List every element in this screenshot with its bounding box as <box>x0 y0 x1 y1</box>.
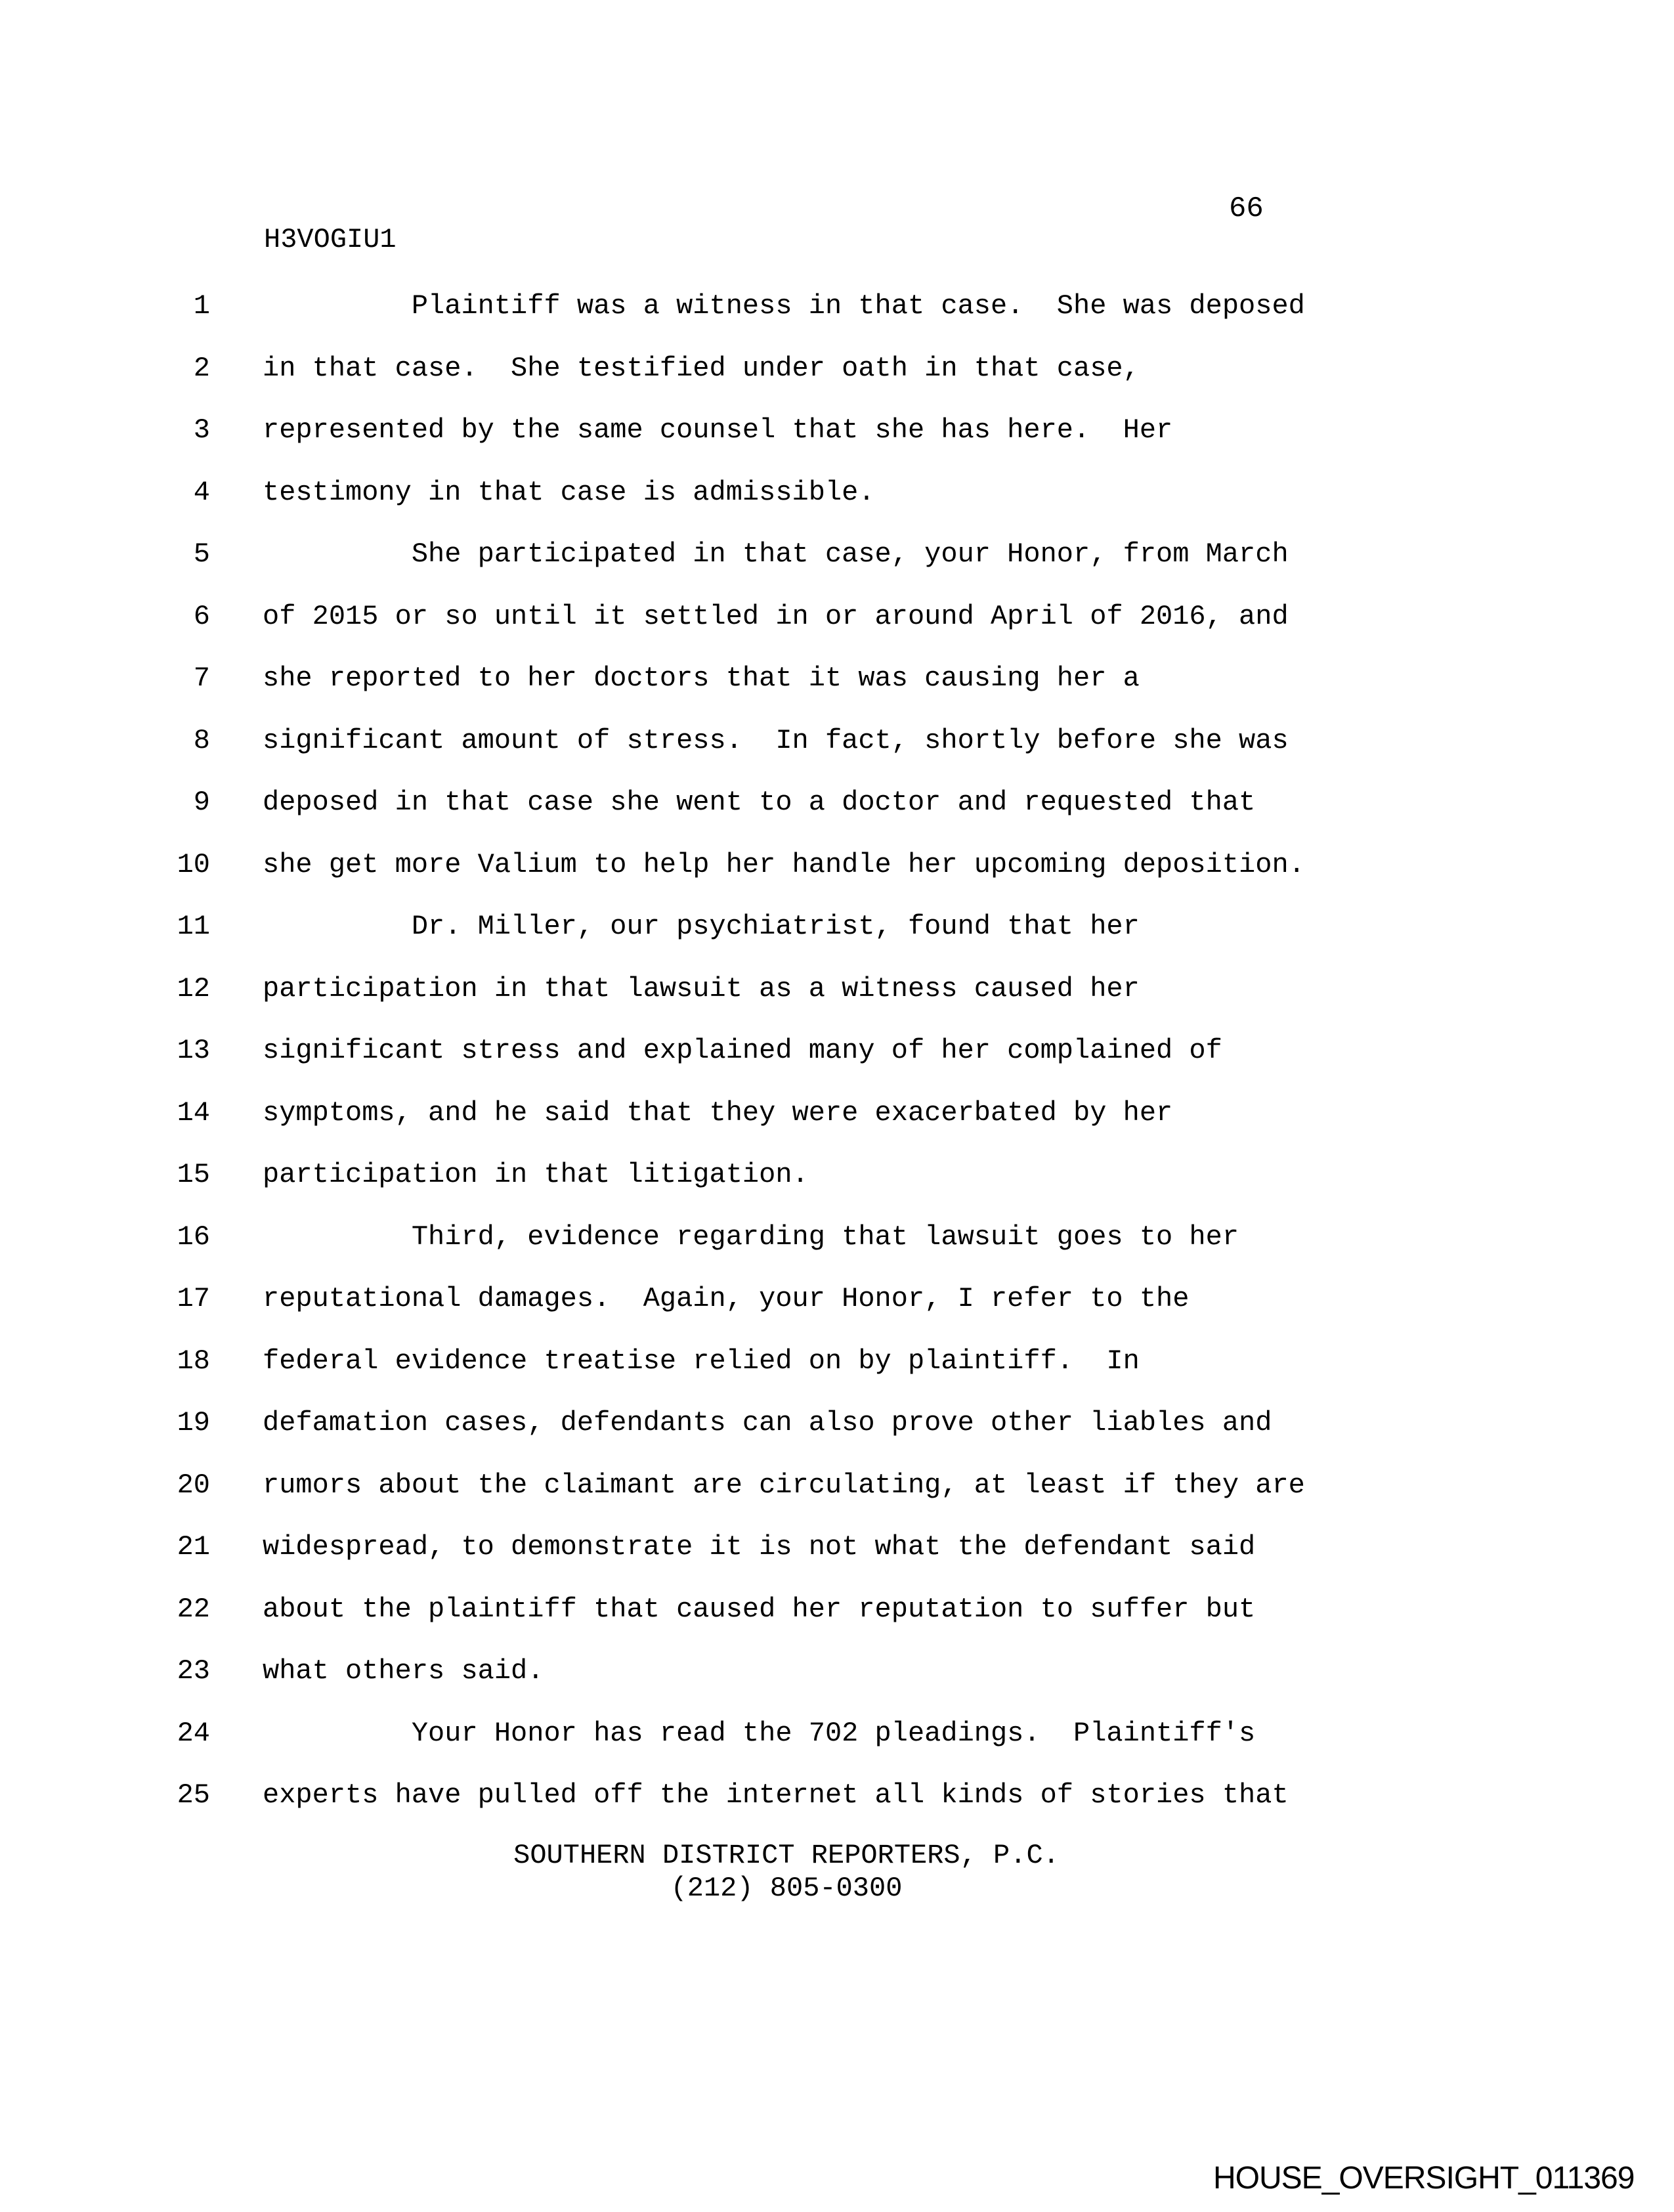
line-text: she get more Valium to help her handle her upcoming deposition. <box>263 848 1305 880</box>
transcript-line <box>0 1206 1674 1269</box>
line-number: 15 <box>177 1159 210 1190</box>
line-text: She participated in that case, your Honor, from March <box>263 538 1289 570</box>
line-number: 24 <box>177 1717 210 1749</box>
transcript-line <box>0 958 1674 1020</box>
transcript-line <box>0 1702 1674 1765</box>
line-number: 1 <box>193 290 210 322</box>
line-text: she reported to her doctors that it was causing her a <box>263 662 1140 694</box>
line-number: 17 <box>177 1283 210 1314</box>
transcript-line <box>0 1516 1674 1578</box>
line-text: Your Honor has read the 702 pleadings. Plaintiff's <box>263 1717 1256 1749</box>
line-text: reputational damages. Again, your Honor, I refer to the <box>263 1283 1190 1314</box>
line-text: widespread, to demonstrate it is not what the defendant said <box>263 1531 1256 1563</box>
reporter-organization: SOUTHERN DISTRICT REPORTERS, P.C. <box>513 1840 1060 1871</box>
line-text: of 2015 or so until it settled in or around April of 2016, and <box>263 600 1289 632</box>
transcript-line <box>0 586 1674 648</box>
line-number: 19 <box>177 1407 210 1439</box>
line-number: 7 <box>193 662 210 694</box>
line-number: 25 <box>177 1779 210 1811</box>
transcript-line <box>0 1144 1674 1206</box>
reporter-footer <box>263 1839 1310 1905</box>
line-text: deposed in that case she went to a doctor and requested that <box>263 787 1256 818</box>
reporter-phone: (212) 805-0300 <box>670 1873 903 1904</box>
line-number: 11 <box>177 911 210 942</box>
transcript-line <box>0 462 1674 524</box>
line-text: in that case. She testified under oath in that case, <box>263 352 1140 384</box>
transcript-line <box>0 1578 1674 1641</box>
line-text: testimony in that case is admissible. <box>263 476 875 508</box>
line-number: 22 <box>177 1593 210 1625</box>
line-text: represented by the same counsel that she has here. Her <box>263 414 1173 446</box>
transcript-line <box>0 1330 1674 1393</box>
line-number: 16 <box>177 1221 210 1253</box>
transcript-line <box>0 834 1674 896</box>
line-text: participation in that litigation. <box>263 1159 809 1190</box>
transcript-line <box>0 1454 1674 1517</box>
line-text: Plaintiff was a witness in that case. She was deposed <box>263 290 1305 322</box>
transcript-line <box>0 275 1674 337</box>
line-number: 20 <box>177 1469 210 1501</box>
line-text: rumors about the claimant are circulating, at least if they are <box>263 1469 1305 1501</box>
transcript-lines <box>0 275 1674 1827</box>
session-code: H3VOGIU1 <box>264 224 397 255</box>
transcript-line <box>0 1268 1674 1330</box>
transcript-line <box>0 896 1674 958</box>
line-number: 23 <box>177 1655 210 1687</box>
transcript-line <box>0 647 1674 710</box>
line-text: what others said. <box>263 1655 544 1687</box>
line-text: significant stress and explained many of her complained of <box>263 1035 1222 1066</box>
line-text: Third, evidence regarding that lawsuit goes to her <box>263 1221 1239 1253</box>
line-number: 10 <box>177 848 210 880</box>
line-number: 4 <box>193 476 210 508</box>
transcript-line <box>0 771 1674 834</box>
line-text: significant amount of stress. In fact, shortly before she was <box>263 724 1289 756</box>
line-text: federal evidence treatise relied on by plaintiff. In <box>263 1345 1140 1377</box>
page-number: 66 <box>1229 192 1264 225</box>
transcript-line <box>0 710 1674 772</box>
transcript-line <box>0 399 1674 462</box>
line-number: 14 <box>177 1096 210 1129</box>
transcript-line <box>0 1020 1674 1082</box>
transcript-line <box>0 337 1674 400</box>
line-number: 2 <box>193 352 210 384</box>
line-text: participation in that lawsuit as a witness caused her <box>263 972 1140 1005</box>
line-number: 13 <box>177 1035 210 1066</box>
line-number: 12 <box>177 972 210 1005</box>
line-text: about the plaintiff that caused her reputation to suffer but <box>263 1593 1256 1625</box>
line-text: defamation cases, defendants can also prove other liables and <box>263 1407 1272 1439</box>
transcript-line <box>0 1392 1674 1454</box>
line-number: 9 <box>193 787 210 818</box>
line-text: symptoms, and he said that they were exacerbated by her <box>263 1096 1173 1129</box>
line-number: 5 <box>193 538 210 570</box>
line-number: 6 <box>193 600 210 632</box>
line-number: 21 <box>177 1531 210 1563</box>
transcript-line <box>0 523 1674 586</box>
line-number: 3 <box>193 414 210 446</box>
line-text: experts have pulled off the internet all kinds of stories that <box>263 1779 1289 1811</box>
transcript-line <box>0 1640 1674 1702</box>
transcript-line <box>0 1764 1674 1827</box>
transcript-line <box>0 1082 1674 1144</box>
line-number: 8 <box>193 724 210 756</box>
line-text: Dr. Miller, our psychiatrist, found that her <box>263 911 1140 942</box>
line-number: 18 <box>177 1345 210 1377</box>
bates-number: HOUSE_OVERSIGHT_011369 <box>1213 2161 1635 2196</box>
